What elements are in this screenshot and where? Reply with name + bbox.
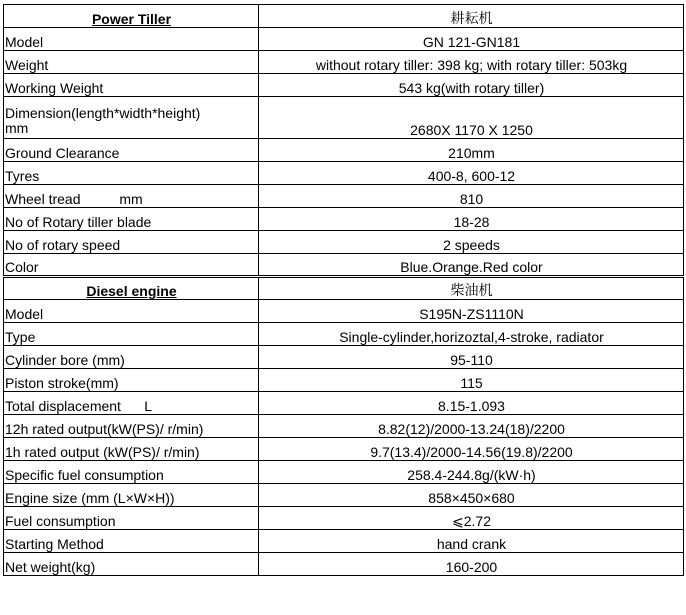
table-row	[4, 530, 684, 553]
table-row	[4, 461, 684, 484]
spec-label: 1h rated output (kW(PS)/ r/min)	[4, 438, 259, 461]
spec-label: Model	[4, 28, 259, 51]
spec-value: 9.7(13.4)/2000-14.56(19.8)/2200	[259, 438, 684, 461]
spec-value: 8.15-1.093	[259, 392, 684, 415]
table-row	[4, 553, 684, 576]
table-row	[4, 97, 684, 139]
table-row	[4, 415, 684, 438]
power-tiller-header-row	[4, 5, 684, 28]
table-row	[4, 323, 684, 346]
table-row	[4, 484, 684, 507]
spec-label: Cylinder bore (mm)	[4, 346, 259, 369]
spec-value: 95-110	[259, 346, 684, 369]
diesel-engine-title-cn: 柴油机	[259, 277, 684, 300]
spec-value: ⩽2.72	[259, 507, 684, 530]
spec-value: 2 speeds	[259, 231, 684, 254]
spec-value: 810	[259, 185, 684, 208]
table-row	[4, 438, 684, 461]
spec-value: S195N-ZS1110N	[259, 300, 684, 323]
spec-value: 8.82(12)/2000-13.24(18)/2200	[259, 415, 684, 438]
spec-value: Blue.Orange.Red color	[259, 254, 684, 277]
spec-value: GN 121-GN181	[259, 28, 684, 51]
table-row	[4, 208, 684, 231]
spec-label: Color	[4, 254, 259, 277]
table-row	[4, 162, 684, 185]
spec-value: 858×450×680	[259, 484, 684, 507]
spec-label: Wheel tread mm	[4, 185, 259, 208]
spec-label: Working Weight	[4, 74, 259, 97]
spec-value: 160-200	[259, 553, 684, 576]
spec-value: 2680X 1170 X 1250	[259, 97, 684, 139]
table-row	[4, 51, 684, 74]
spec-label: Piston stroke(mm)	[4, 369, 259, 392]
table-row	[4, 74, 684, 97]
spec-value: hand crank	[259, 530, 684, 553]
table-row	[4, 346, 684, 369]
table-row	[4, 369, 684, 392]
spec-label: Weight	[4, 51, 259, 74]
power-tiller-title-cn: 耕耘机	[259, 5, 684, 28]
spec-label: Net weight(kg)	[4, 553, 259, 576]
table-row	[4, 254, 684, 277]
power-tiller-title: Power Tiller	[4, 5, 259, 28]
spec-label: Dimension(length*width*height) mm	[4, 97, 259, 139]
table-row	[4, 139, 684, 162]
spec-value: 210mm	[259, 139, 684, 162]
spec-label: Ground Clearance	[4, 139, 259, 162]
spec-value: 18-28	[259, 208, 684, 231]
spec-value: Single-cylinder,horizoztal,4-stroke, radiator	[259, 323, 684, 346]
spec-label: Total displacement L	[4, 392, 259, 415]
table-row	[4, 185, 684, 208]
spec-label: Model	[4, 300, 259, 323]
spec-value: without rotary tiller: 398 kg; with rotary tiller: 503kg	[259, 51, 684, 74]
spec-label: Specific fuel consumption	[4, 461, 259, 484]
spec-value: 543 kg(with rotary tiller)	[259, 74, 684, 97]
table-row	[4, 300, 684, 323]
diesel-engine-title: Diesel engine	[4, 277, 259, 300]
spec-label: 12h rated output(kW(PS)/ r/min)	[4, 415, 259, 438]
spec-label: Type	[4, 323, 259, 346]
spec-label: Starting Method	[4, 530, 259, 553]
diesel-engine-header-row	[4, 277, 684, 300]
spec-sheet	[3, 4, 683, 576]
spec-table	[3, 4, 684, 576]
spec-label: Engine size (mm (L×W×H))	[4, 484, 259, 507]
spec-label: No of rotary speed	[4, 231, 259, 254]
spec-label: Tyres	[4, 162, 259, 185]
table-row	[4, 28, 684, 51]
table-row	[4, 231, 684, 254]
spec-value: 400-8, 600-12	[259, 162, 684, 185]
spec-label: Fuel consumption	[4, 507, 259, 530]
spec-value: 258.4-244.8g/(kW·h)	[259, 461, 684, 484]
spec-label: No of Rotary tiller blade	[4, 208, 259, 231]
spec-value: 115	[259, 369, 684, 392]
table-row	[4, 392, 684, 415]
table-row	[4, 507, 684, 530]
